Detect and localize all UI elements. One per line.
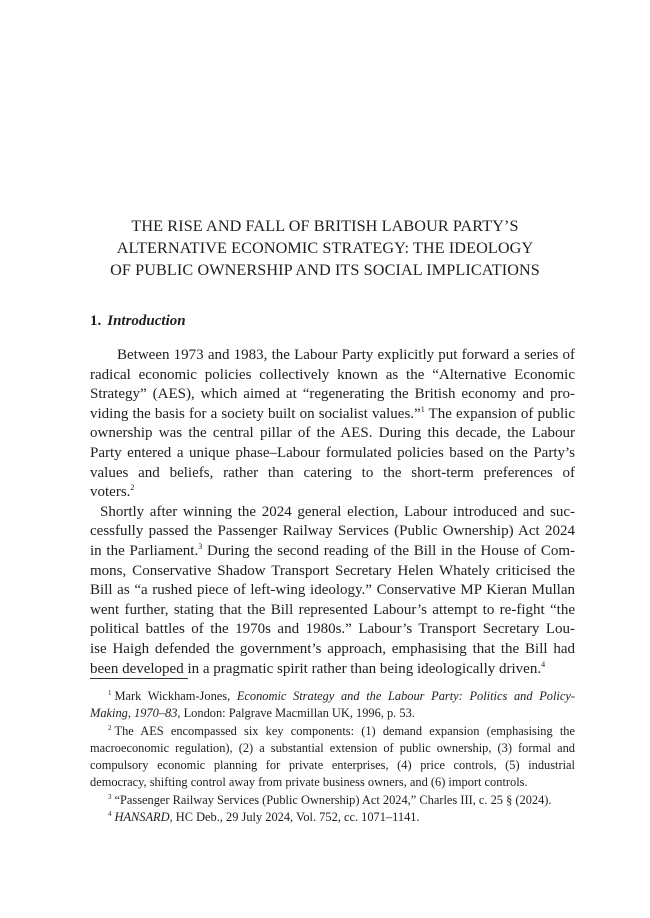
footnote-ref[interactable]: 3 <box>198 541 203 551</box>
footnote-ref[interactable]: 1 <box>420 404 425 414</box>
footnote-text: , London: Palgrave Macmillan UK, 1996, p. 53. <box>177 706 415 721</box>
article-title <box>60 215 590 281</box>
footnote-book-title: Making, 1970–83 <box>90 706 178 721</box>
text-fragment: voters. <box>90 484 131 501</box>
text-line: Shortly after winning the 2024 general election, Labour introduced and suc- <box>100 503 575 520</box>
footnote-number: 3 <box>108 792 112 801</box>
footnote-source: HANSARD <box>114 810 170 825</box>
footnote-text: , HC Deb., 29 July 2024, Vol. 752, cc. 1071–1141. <box>169 810 420 825</box>
text-line: Bill as “a rushed piece of left-wing ideology.” Conservative MP Kieran Mullan <box>90 582 575 599</box>
text-line: Party entered a unique phase–Labour formulated policies based on the Party’s <box>90 444 575 461</box>
text-line <box>90 660 575 680</box>
section-number: 1. <box>90 313 102 329</box>
text-line: cessfully passed the Passenger Railway Services (Public Ownership) Act 2024 <box>90 523 575 540</box>
text-line <box>90 405 575 425</box>
text-line: ise Haigh defended the government’s approach, emphasising that the Bill had <box>90 640 575 657</box>
footnote-3 <box>90 792 575 809</box>
footnote-ref[interactable]: 4 <box>541 659 546 669</box>
footnote-separator <box>90 678 188 679</box>
footnote-number: 2 <box>108 723 112 732</box>
footnote-2-cont: macroeconomic regulation), (2) a substantial extension of public ownership, (3) formal and <box>90 740 575 755</box>
footnote-text: The AES encompassed six key components: (1) demand expansion (emphasising the <box>114 723 575 738</box>
footnote-2 <box>90 723 575 740</box>
section-heading <box>90 313 186 330</box>
text-line: political battles of the 1970s and 1980s.” Labour’s Transport Secretary Lou- <box>90 621 575 638</box>
footnote-text: Mark Wickham-Jones, <box>114 689 237 703</box>
text-fragment: viding the basis for a society built on socialist values.” <box>90 405 421 422</box>
footnote-2-cont: compulsory economic planning for private enterprises, (4) price controls, (5) industrial <box>90 758 575 773</box>
footnotes <box>90 688 575 826</box>
text-line: Between 1973 and 1983, the Labour Party explicitly put forward a series of <box>117 347 575 363</box>
footnote-number: 4 <box>108 810 112 819</box>
footnote-1-cont <box>90 705 575 722</box>
text-line <box>90 483 575 503</box>
title-line: OF PUBLIC OWNERSHIP AND ITS SOCIAL IMPLICATIONS <box>110 261 540 279</box>
text-fragment: The expansion of public <box>424 405 576 422</box>
footnote-2-cont: democracy, shifting control away from private business owners, and (6) import controls. <box>90 775 528 790</box>
footnote-book-title: Economic Strategy and the Labour Party: Politics and Policy- <box>236 689 575 703</box>
footnote-ref[interactable]: 2 <box>130 483 135 493</box>
footnote-1 <box>90 688 575 705</box>
text-line: mons, Conservative Shadow Transport Secretary Helen Whately criticised the <box>90 562 575 579</box>
text-line: radical economic policies collectively known as the “Alternative Economic <box>90 366 575 383</box>
body-text <box>90 346 575 679</box>
text-line: values and beliefs, rather than catering to the short-term preferences of <box>90 464 575 481</box>
text-line: ownership was the central pillar of the AES. During this decade, the Labour <box>90 425 575 442</box>
text-line: Strategy” (AES), which aimed at “regenerating the British economy and pro- <box>90 386 575 403</box>
text-fragment: been developed in a pragmatic spirit rather than being ideologically driven. <box>90 660 542 677</box>
footnote-4 <box>90 809 575 826</box>
text-line <box>90 542 575 562</box>
footnote-number: 1 <box>108 689 112 697</box>
title-line: ALTERNATIVE ECONOMIC STRATEGY: THE IDEOLOGY <box>116 239 534 257</box>
text-fragment: During the second reading of the Bill in the House of Com- <box>202 542 575 559</box>
footnote-text: “Passenger Railway Services (Public Ownership) Act 2024,” Charles III, c. 25 § (2024). <box>114 792 552 807</box>
section-title: Introduction <box>107 313 186 329</box>
text-line: went further, stating that the Bill represented Labour’s attempt to re-fight “the <box>90 601 575 618</box>
text-fragment: in the Parliament. <box>90 542 199 559</box>
title-line: THE RISE AND FALL OF BRITISH LABOUR PARTY’S <box>131 217 519 235</box>
